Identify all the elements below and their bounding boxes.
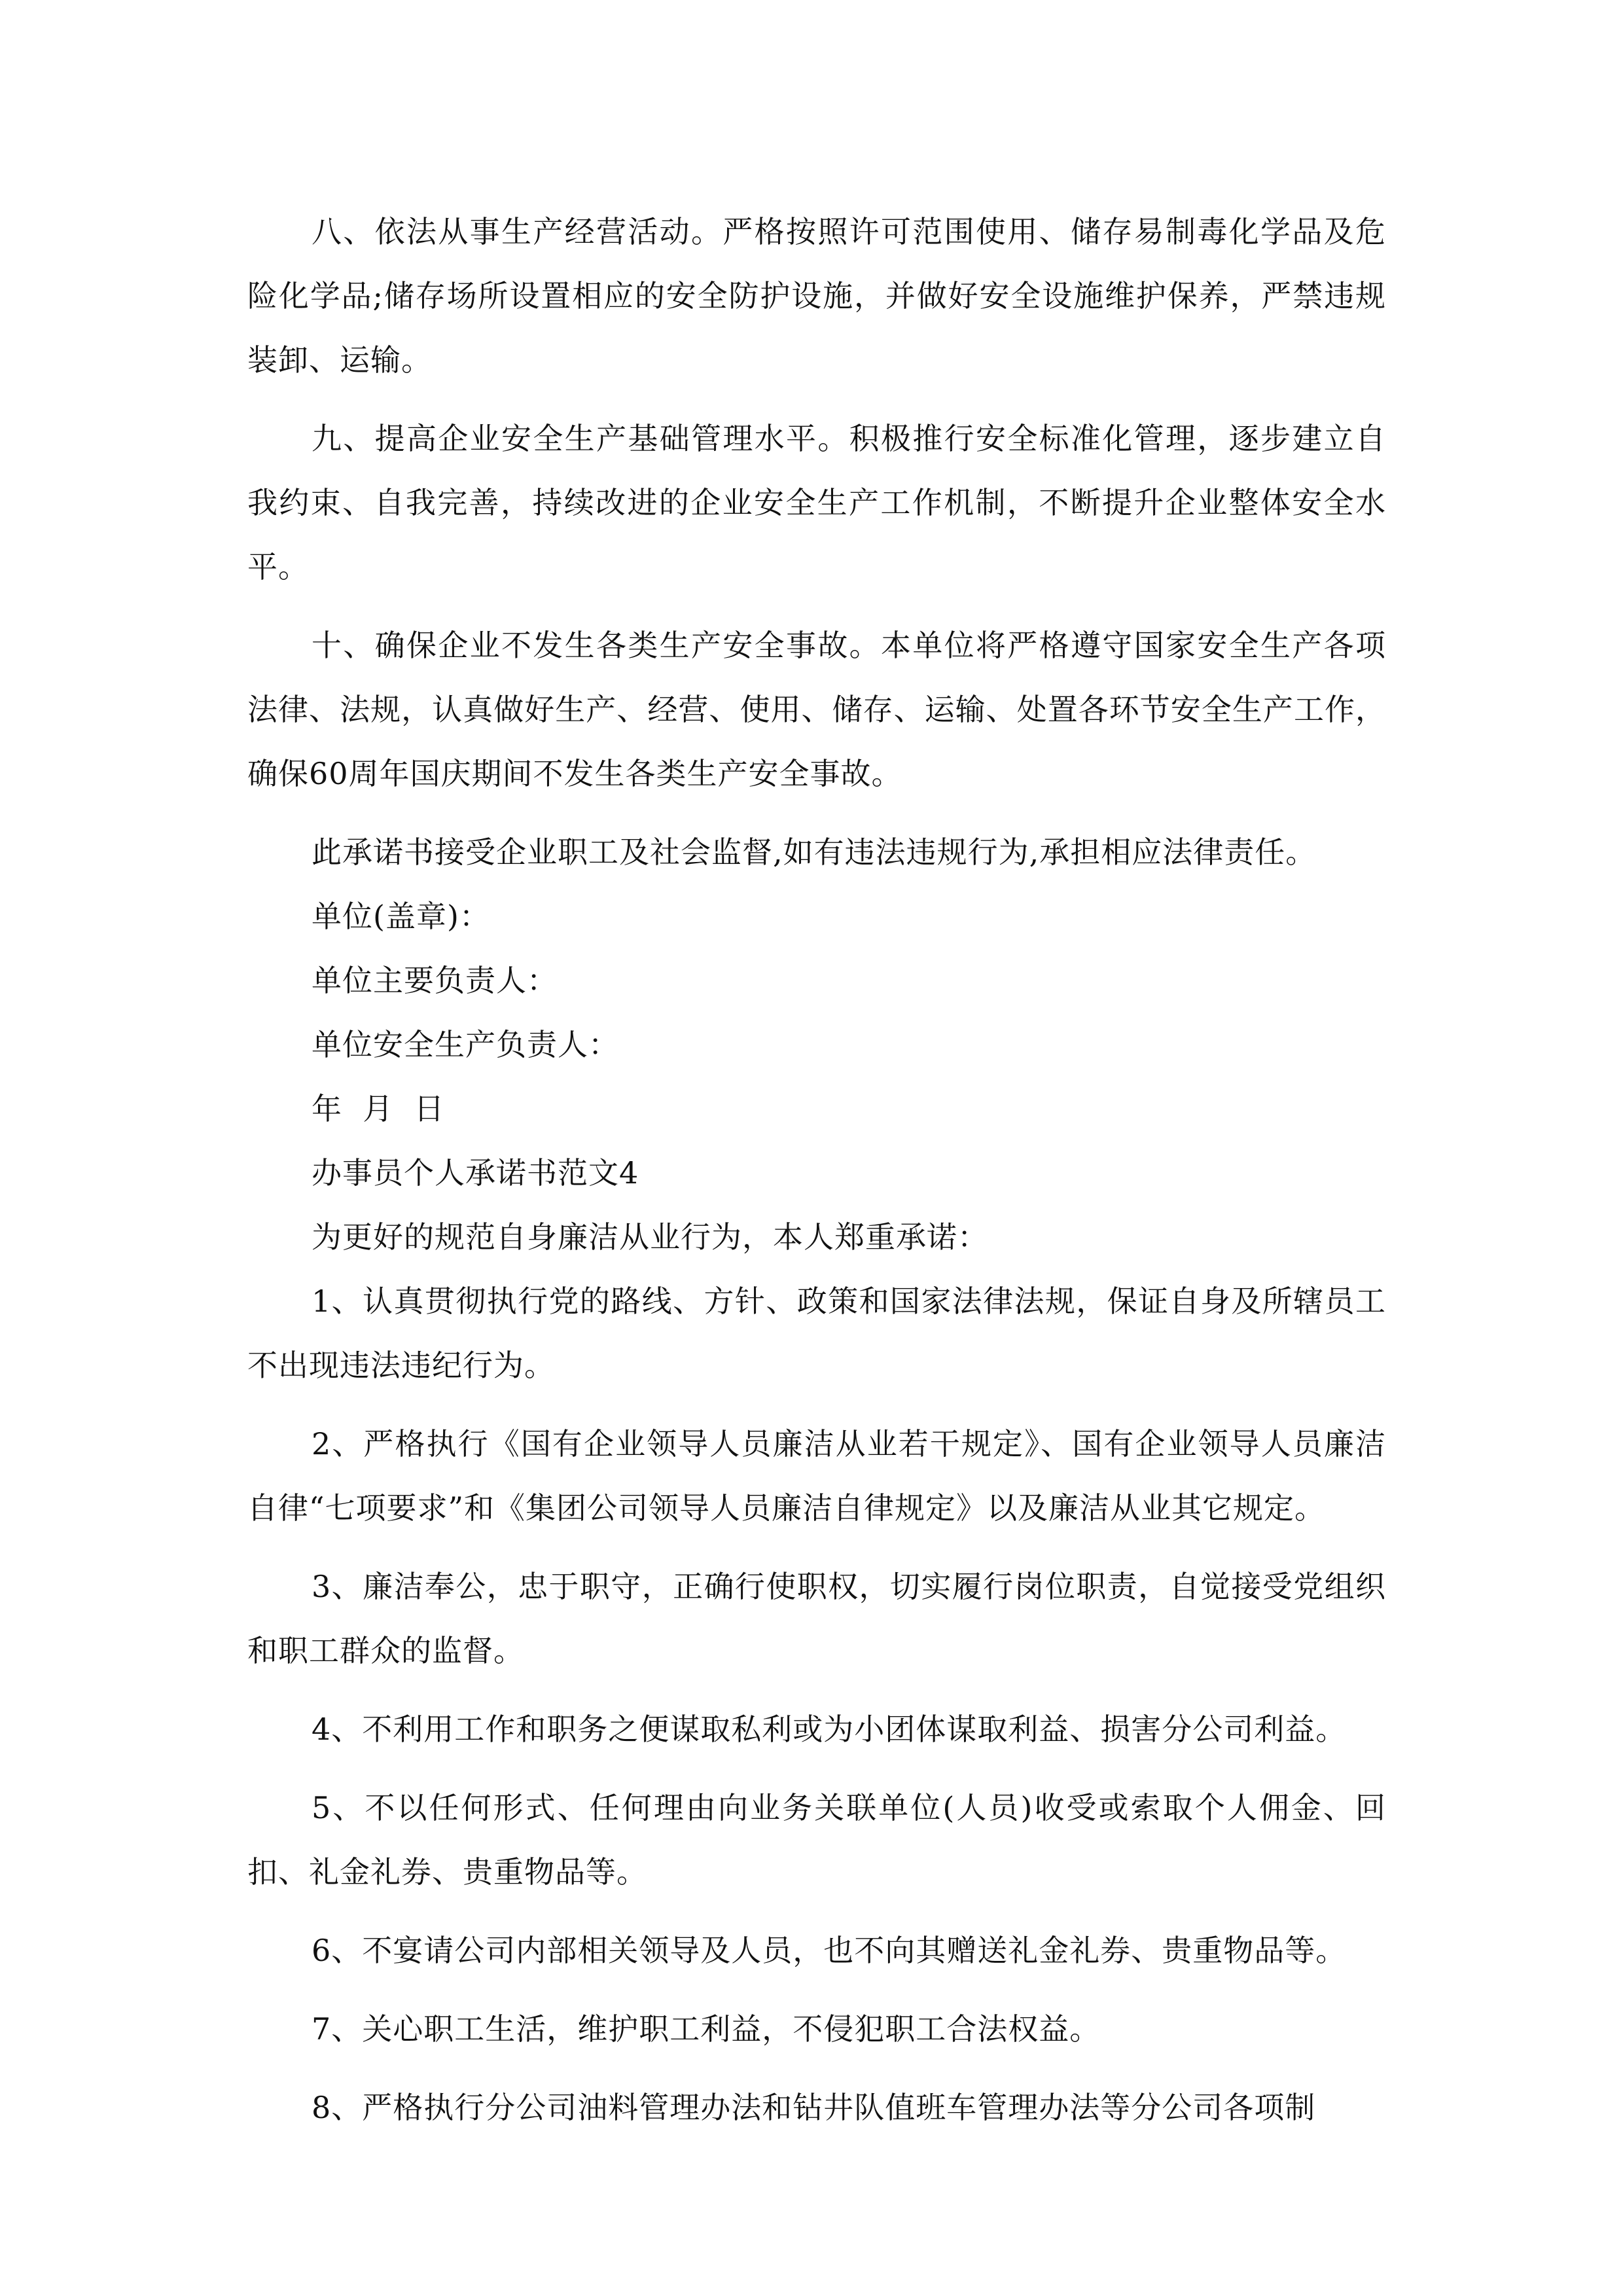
paragraph-ten: 十、确保企业不发生各类生产安全事故。本单位将严格遵守国家安全生产各项法律、法规，认真做好生产、经营、使用、储存、运输、处置各环节安全生产工作，确保60周年国庆期间不发生各类生产安全事故。 [247,628,1386,791]
main-responsible-line: 单位主要负责人： [312,963,558,998]
intro-line: 为更好的规范自身廉洁从业行为，本人郑重承诺： [312,1219,988,1255]
commitment-item: 5、不以任何形式、任何理由向业务关联单位(人员)收受或索取个人佣金、回扣、礼金礼券、贵重物品等。 [247,1790,1386,1890]
document-body [247,200,1386,2154]
safety-responsible-line: 单位安全生产负责人： [312,1027,619,1062]
commitment-item: 8、严格执行分公司油料管理办法和钻井队值班车管理办法等分公司各项制 [312,2090,1316,2125]
section-title: 办事员个人承诺书范文4 [312,1155,639,1191]
commitment-item: 2、严格执行《国有企业领导人员廉洁从业若干规定》、国有企业领导人员廉洁自律“七项要求”和《集团公司领导人员廉洁自律规定》以及廉洁从业其它规定。 [247,1426,1386,1526]
commitment-item: 6、不宴请公司内部相关领导及人员，也不向其赠送礼金礼券、贵重物品等。 [312,1933,1347,1968]
unit-seal-line: 单位(盖章)： [312,899,490,934]
date-line: 年 月 日 [312,1091,445,1126]
commitment-item: 1、认真贯彻执行党的路线、方针、政策和国家法律法规，保证自身及所辖员工不出现违法违纪行为。 [247,1283,1386,1383]
paragraph-nine: 九、提高企业安全生产基础管理水平。积极推行安全标准化管理，逐步建立自我约束、自我完善，持续改进的企业安全生产工作机制，不断提升企业整体安全水平。 [247,421,1386,584]
commitment-item: 4、不利用工作和职务之便谋取私利或为小团体谋取利益、损害分公司利益。 [312,1712,1347,1747]
paragraph-eight: 八、依法从事生产经营活动。严格按照许可范围使用、储存易制毒化学品及危险化学品;储存场所设置相应的安全防护设施，并做好安全设施维护保养，严禁违规装卸、运输。 [247,214,1386,378]
supervision-statement: 此承诺书接受企业职工及社会监督,如有违法违规行为,承担相应法律责任。 [312,834,1317,870]
commitment-item: 7、关心职工生活，维护职工利益，不侵犯职工合法权益。 [312,2011,1101,2047]
commitment-item: 3、廉洁奉公，忠于职守，正确行使职权，切实履行岗位职责，自觉接受党组织和职工群众的监督。 [247,1569,1386,1668]
